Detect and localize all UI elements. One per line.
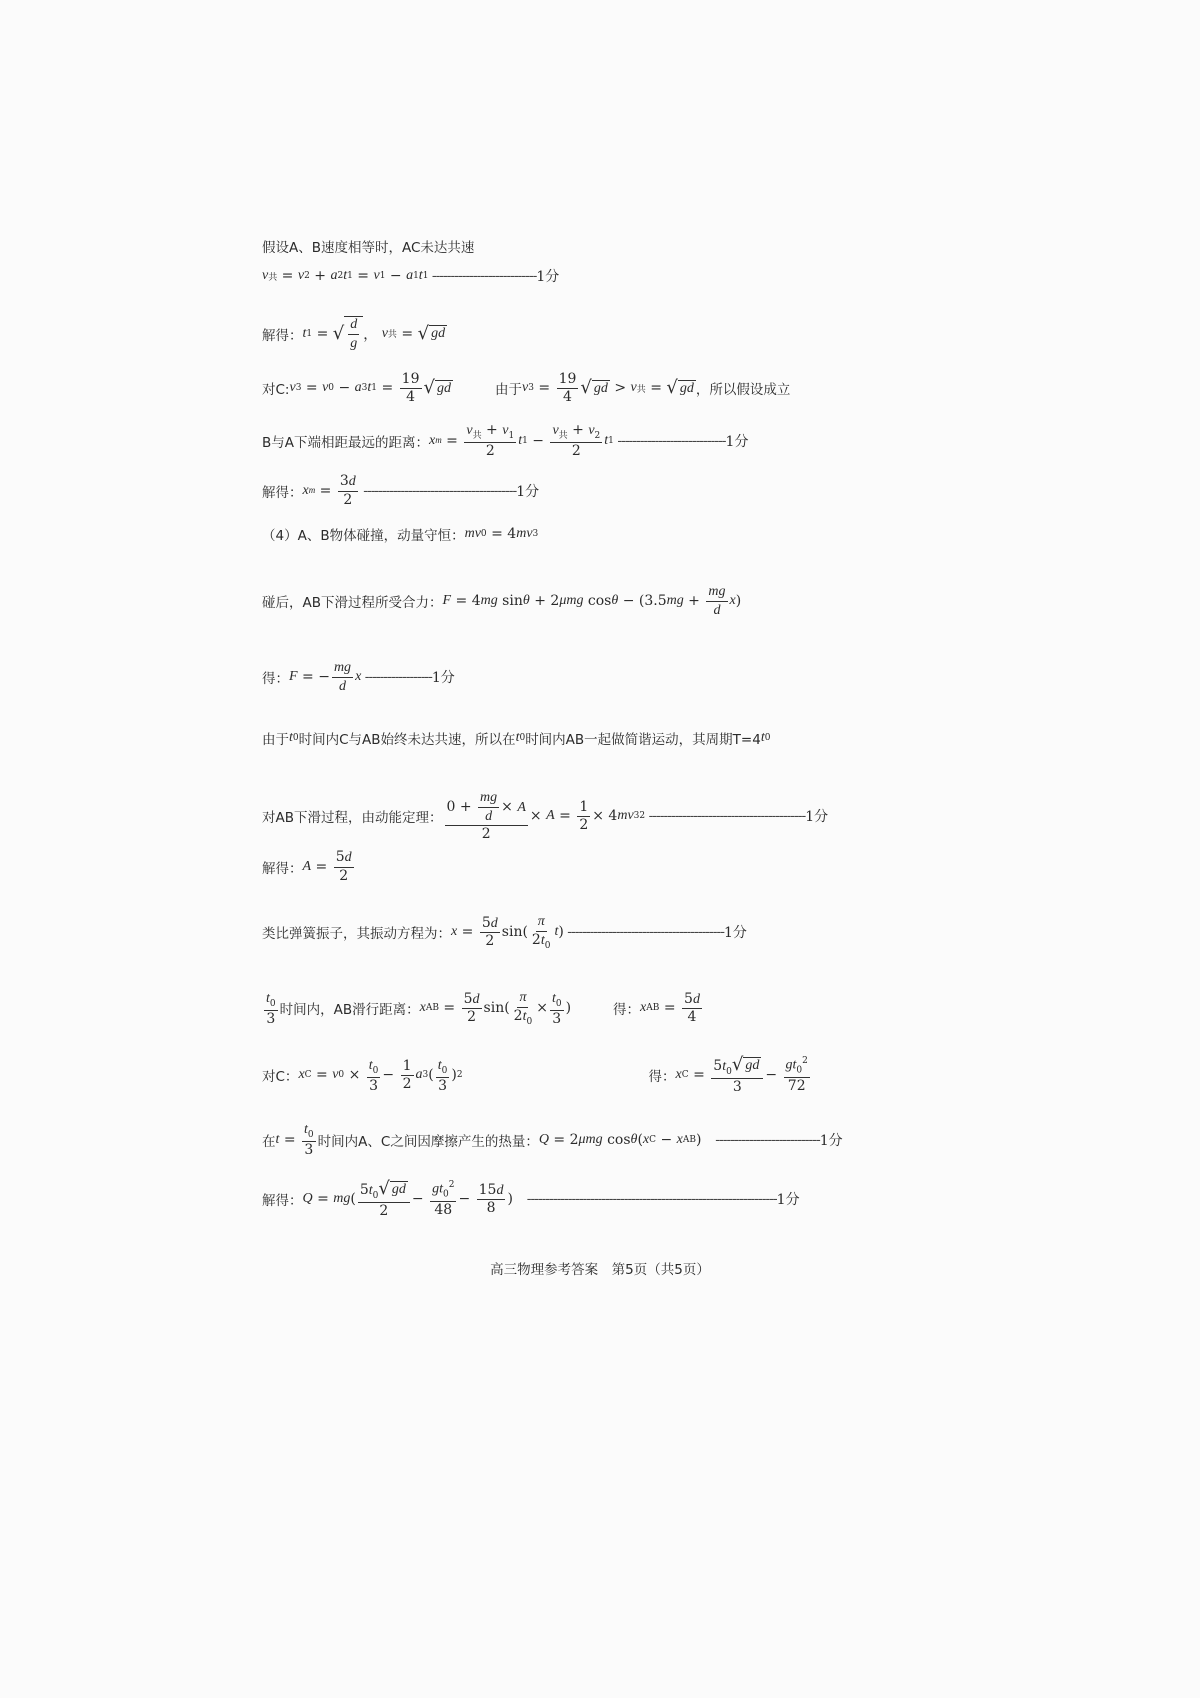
score-label: 1分 — [776, 1192, 800, 1209]
max-distance-line: B与A下端相距最远的距离： x m = $\frac{v_共 + v_1}{2}$ t 1 − $\frac{v_共 + v_2}{2}$ t 1 ----------------------------- 1分 — [262, 422, 749, 460]
solve-label: 解得： — [262, 484, 303, 501]
heat-result-line: 解得： Q = mg ( $5t_0$ √ gd 2 − $\frac{gt_0^2}{48}$ − $\frac{15d}{8}$ ) ------------------------------------------------------------------- 1分 — [262, 1178, 800, 1220]
score-label: 1分 — [819, 1132, 843, 1149]
result-label: 得： — [648, 1069, 676, 1086]
solve-label: 解得： — [262, 1193, 303, 1210]
shm-line: 由于 t 0 时间内C与AB始终未达共速，所以在 t 0 时间内AB一起做简谐运动，其周期T=4 t 0 — [262, 730, 771, 748]
since-label: 由于 — [494, 382, 522, 399]
page-footer: 高三物理参考答案 第5页（共5页） — [490, 1262, 710, 1278]
for-c-label: 对C: — [262, 382, 290, 399]
vibration-label: 类比弹簧振子，其振动方程为： — [262, 926, 451, 943]
heat-label: 时间内A、C之间因摩擦产生的热量： — [317, 1133, 539, 1150]
amplitude-line: 解得： A = $\frac{5d}{2}$ — [262, 849, 352, 884]
score-label: 1分 — [723, 925, 747, 942]
assumption-text: 假设A、B速度相等时，AC未达共速 — [262, 240, 475, 256]
work-energy-line: 对AB下滑过程，由动能定理： 0 + $\frac{mg}{d}$ × A 2 × A = $\frac{1}{2}$ × 4 mv 3 2 ------------------------------------------ 1分 — [262, 790, 829, 843]
net-force-label: 碰后，AB下滑过程所受合力： — [262, 595, 443, 612]
score-label: 1分 — [516, 483, 540, 500]
velocity-c-line: 对C: v 3 = v 0 − a 3 t 1 = $\frac{19}{4}$ √ gd 由于 v 3 = $\frac{19}{4}$ √ gd > v 共 = √ gd ，所以假设成立 — [262, 371, 791, 405]
collision-line: （4）A、B物体碰撞，动量守恒： mv 0 = 4 mv 3 — [262, 526, 539, 544]
vibration-equation-line: 类比弹簧振子，其振动方程为： x = $\frac{5d}{2}$ sin( $\frac{\pi}{2t_0}$ t ) ------------------------------------------ 1分 — [262, 914, 747, 951]
assumption-valid-text: ，所以假设成立 — [695, 382, 791, 399]
assumption-line — [262, 236, 474, 256]
solve-label: 解得： — [262, 860, 303, 877]
result-label: 得： — [613, 1002, 641, 1019]
solve-label: 解得： — [262, 327, 303, 344]
heat-line: 在 t = $\frac{t_0}{3}$ 时间内A、C之间因摩擦产生的热量： Q = 2 μmg cos θ ( x C − x AB ) ---------------------------- 1分 — [262, 1122, 843, 1159]
shm-text-b: 时间内C与AB始终未达共速，所以在 — [298, 732, 516, 748]
score-label: 1分 — [805, 809, 829, 826]
shm-text-a: 由于 — [262, 732, 289, 748]
result-label: 得： — [262, 671, 289, 688]
max-distance-label: B与A下端相距最远的距离： — [262, 434, 429, 451]
ab-distance-line: $\frac{t_0}{3}$ 时间内，AB滑行距离： x AB = $\frac{5d}{2}$ sin( $\frac{\pi}{2t_0}$ × $\frac{t_0}{3}$ ) 得： x AB = $\frac{5d}{4}$ — [266, 990, 700, 1027]
heat-text-a: 在 — [262, 1133, 276, 1150]
solve-xm-line: 解得： x m = $\frac{3d}{2}$ ----------------------------------------- 1分 — [262, 473, 540, 508]
c-displacement-line: 对C： x C = v 0 × $\frac{t_0}{3}$ − $\frac{1}{2}$ a 3 ( $\frac{t_0}{3}$ ) 2 得： x C = $5t_0$ √ gd 3 − $\frac{gt_0^2}{72}$ — [262, 1054, 808, 1096]
score-label: 1分 — [725, 433, 749, 450]
force-result-line: 得： F = − $\frac{mg}{d}$ x ------------------ 1分 — [262, 660, 455, 694]
work-energy-label: 对AB下滑过程，由动能定理： — [262, 810, 443, 827]
ab-distance-label: 时间内，AB滑行距离： — [279, 1002, 420, 1019]
common-velocity-equation: v 共 = v 2 + a 2 t 1 = v 1 − a 1 t 1 ---------------------------- 1分 — [262, 268, 560, 285]
net-force-line: 碰后，AB下滑过程所受合力： F = 4 mg sin θ + 2 μmg cos θ − (3.5 mg + $\frac{mg}{d}$ x ) — [262, 584, 742, 618]
collision-text: （4）A、B物体碰撞，动量守恒： — [262, 528, 465, 544]
score-label: 1分 — [431, 670, 455, 687]
score-label: 1分 — [536, 269, 560, 285]
solve-t1-line: 解得： t 1 = √ $\frac{d}{g}$ ， v 共 = √ gd — [262, 317, 446, 351]
shm-text-c: 时间内AB一起做简谐运动，其周期T=4 — [525, 732, 761, 748]
for-c-label: 对C： — [262, 1069, 299, 1086]
